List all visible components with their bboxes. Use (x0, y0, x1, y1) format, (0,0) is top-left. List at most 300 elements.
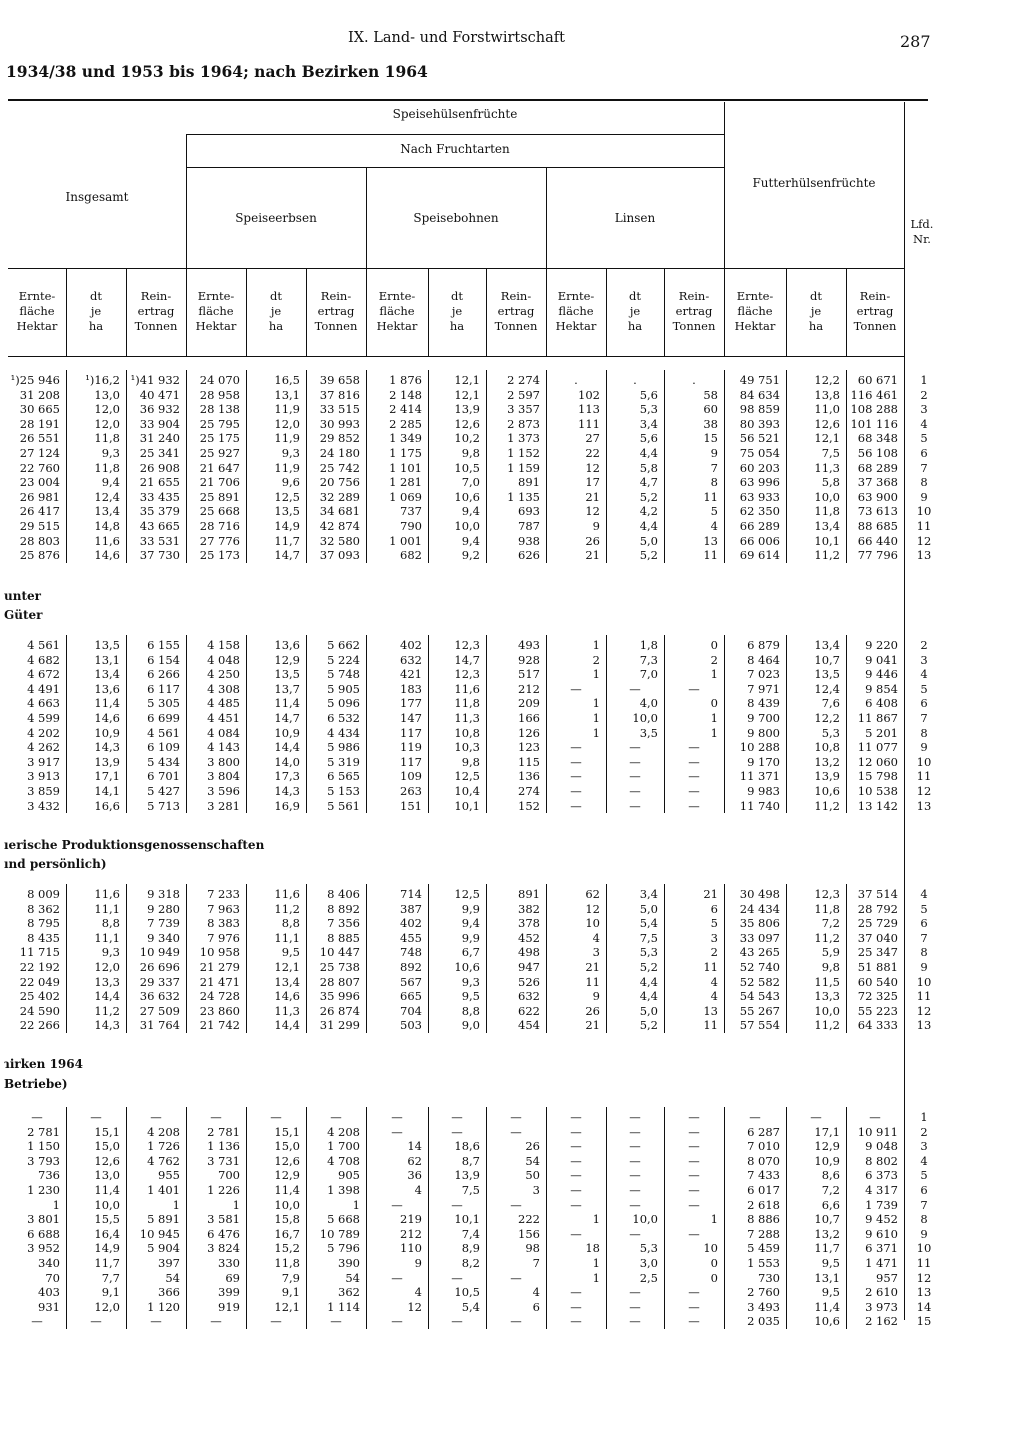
table-cell: 4 561 (27, 638, 60, 652)
table-cell: 10,7 (814, 1212, 840, 1227)
table-cell: 30 498 (739, 887, 780, 901)
table-cell: 1 (710, 1212, 718, 1227)
table-cell: 10,4 (454, 784, 480, 798)
table-cell: 12,6 (94, 1153, 120, 1168)
table-cell: — (570, 1110, 582, 1124)
table-cell: 40 471 (139, 387, 180, 402)
table-cell: 14,4 (94, 989, 120, 1004)
table-cell: 10,5 (454, 460, 480, 475)
table-cell: 22 192 (19, 960, 60, 974)
table-cell: 37 093 (319, 548, 360, 563)
table-cell: 931 (38, 1299, 60, 1314)
table-cell: 8,8 (461, 1003, 480, 1018)
table-cell: 5 891 (147, 1212, 180, 1227)
row-number: 12 (916, 784, 932, 798)
table-cell: 11,1 (94, 930, 120, 945)
row-number: 1 (920, 373, 928, 387)
table-cell: — (330, 1314, 342, 1329)
table-cell: 503 (400, 1018, 422, 1033)
table-cell: 11,9 (274, 402, 300, 417)
table-cell: 113 (578, 402, 600, 417)
rule-group-bottom (8, 268, 904, 269)
table-cell: 10,0 (814, 489, 840, 504)
table-cell: 6 688 (27, 1226, 60, 1241)
table-cell: 9,9 (461, 901, 480, 916)
table-cell: 60 (703, 402, 718, 417)
column-rule (428, 268, 429, 356)
table-cell: 5 (710, 916, 718, 931)
row-number: 8 (920, 475, 928, 490)
table-cell: 70 (45, 1270, 60, 1285)
column-header-10: dt je ha (627, 289, 643, 333)
table-cell: 33 515 (319, 402, 360, 417)
table-cell: 622 (518, 1003, 540, 1018)
table-cell: 15 798 (857, 769, 898, 784)
table-cell: 3 824 (207, 1241, 240, 1256)
table-cell: 5,3 (639, 402, 658, 417)
table-cell: 6 699 (147, 711, 180, 725)
table-cell: 30 993 (319, 416, 360, 431)
row-number: 12 (916, 1270, 932, 1285)
table-cell: 26 696 (139, 960, 180, 974)
table-cell: 9 220 (865, 638, 898, 652)
table-cell: 6 117 (147, 681, 180, 696)
table-cell: 4 672 (27, 667, 60, 682)
table-cell: 12,2 (814, 373, 840, 387)
table-cell: 1 (592, 1270, 600, 1285)
table-cell: 13,4 (274, 974, 300, 989)
table-cell: 9,6 (281, 475, 300, 490)
table-cell: 25 173 (199, 548, 240, 563)
table-cell: 4,4 (639, 989, 658, 1004)
table-cell: 13,9 (814, 769, 840, 784)
table-cell: 3 432 (27, 798, 60, 813)
table-cell: 56 521 (739, 431, 780, 446)
table-cell: 13 (703, 1003, 718, 1018)
table-cell: 4 250 (207, 667, 240, 682)
table-cell: 15,0 (94, 1139, 120, 1154)
table-cell: 12,9 (814, 1139, 840, 1154)
table-cell: 24 180 (319, 446, 360, 460)
table-cell: 1 120 (147, 1299, 180, 1314)
table-cell: 11,1 (94, 901, 120, 916)
row-number: 2 (920, 387, 928, 402)
row-number: 11 (916, 1256, 932, 1270)
table-cell: 5 201 (865, 725, 898, 740)
table-cell: 5 153 (327, 784, 360, 798)
table-cell: 25 729 (857, 916, 898, 931)
table-cell: 8 (710, 475, 718, 490)
table-cell: 399 (218, 1285, 240, 1300)
table-cell: 4 (592, 930, 600, 945)
table-cell: 7 433 (747, 1168, 780, 1183)
section-title: Güter (4, 608, 43, 622)
row-number: 5 (920, 681, 928, 696)
table-cell: 13,0 (94, 387, 120, 402)
table-cell: 39 658 (319, 373, 360, 387)
table-cell: 8,6 (821, 1168, 840, 1183)
table-cell: 43 665 (139, 519, 180, 533)
table-cell: 3 (592, 945, 600, 960)
table-cell: 12,0 (94, 960, 120, 974)
table-cell: 31 764 (139, 1018, 180, 1033)
table-cell: — (629, 1110, 641, 1124)
table-cell: 5,8 (639, 460, 658, 475)
table-cell: 12 (585, 901, 600, 916)
table-cell: 11 (703, 1018, 718, 1033)
row-number: 13 (916, 798, 932, 813)
table-cell: 25 876 (19, 548, 60, 563)
table-cell: 5,4 (461, 1299, 480, 1314)
table-cell: 42 874 (319, 519, 360, 533)
table-cell: 28 807 (319, 974, 360, 989)
table-cell: 5,4 (639, 916, 658, 931)
table-cell: 37 514 (857, 887, 898, 901)
table-cell: 50 (525, 1168, 540, 1183)
table-cell: 5 986 (327, 740, 360, 755)
table-cell: — (150, 1110, 162, 1124)
table-cell: 10,6 (454, 960, 480, 974)
table-cell: 9 (710, 446, 718, 460)
table-cell: — (629, 1153, 641, 1168)
table-cell: 13,2 (814, 1226, 840, 1241)
table-cell: 14,7 (274, 548, 300, 563)
table-cell: — (688, 740, 700, 755)
table-cell: 63 900 (857, 489, 898, 504)
table-cell: 10,8 (814, 740, 840, 755)
table-cell: 43 265 (739, 945, 780, 960)
table-cell: 13,3 (814, 989, 840, 1004)
table-cell: 11,2 (274, 901, 300, 916)
table-cell: 6 532 (327, 711, 360, 725)
table-cell: 12,0 (94, 416, 120, 431)
table-cell: 2 610 (865, 1285, 898, 1300)
table-cell: 1 (710, 711, 718, 725)
table-cell: — (570, 1168, 582, 1183)
table-cell: 8,9 (461, 1241, 480, 1256)
column-header-6: Ernte- fläche Hektar (376, 289, 418, 333)
table-cell: 2 274 (507, 373, 540, 387)
table-cell: — (510, 1124, 522, 1139)
table-cell: 11,2 (94, 1003, 120, 1018)
table-cell: 108 288 (850, 402, 898, 417)
table-cell: 10,9 (274, 725, 300, 740)
table-cell: 29 515 (19, 519, 60, 533)
table-cell: 55 267 (739, 1003, 780, 1018)
table-cell: 11,2 (814, 798, 840, 813)
table-cell: 11,7 (94, 1256, 120, 1270)
table-cell: — (629, 1197, 641, 1212)
table-cell: 1 (710, 667, 718, 682)
table-cell: 1 150 (27, 1139, 60, 1154)
table-cell: 6 109 (147, 740, 180, 755)
table-cell: 10,0 (94, 1197, 120, 1212)
table-cell: 736 (38, 1168, 60, 1183)
table-cell: 12,9 (274, 1168, 300, 1183)
table-cell: 4 434 (327, 725, 360, 740)
table-cell: 62 350 (739, 504, 780, 519)
table-cell: 14,4 (274, 1018, 300, 1033)
table-cell: — (629, 1139, 641, 1154)
table-cell: 11 (585, 974, 600, 989)
table-cell: 35 806 (739, 916, 780, 931)
table-cell: 11,8 (94, 431, 120, 446)
table-cell: — (391, 1197, 403, 1212)
table-cell: 1 373 (507, 431, 540, 446)
column-header-1: dt je ha (88, 289, 104, 333)
table-cell: 13,6 (274, 638, 300, 652)
table-cell: 4 158 (207, 638, 240, 652)
table-cell: 36 932 (139, 402, 180, 417)
table-cell: 13,1 (274, 387, 300, 402)
table-cell: 5 459 (747, 1241, 780, 1256)
table-cell: 27 509 (139, 1003, 180, 1018)
row-number: 13 (916, 1018, 932, 1033)
table-cell: 2 873 (507, 416, 540, 431)
table-cell: 682 (400, 548, 422, 563)
table-cell: 9,3 (101, 446, 120, 460)
table-cell: 68 348 (857, 431, 898, 446)
row-number: 10 (916, 1241, 932, 1256)
table-cell: 8 439 (747, 696, 780, 711)
table-cell: 4,2 (639, 504, 658, 519)
table-cell: 17,1 (814, 1124, 840, 1139)
row-number: 2 (920, 1124, 928, 1139)
table-cell: 13,5 (274, 504, 300, 519)
table-cell: 3 800 (207, 754, 240, 769)
table-cell: 0 (710, 696, 718, 711)
table-cell: 12,1 (274, 1299, 300, 1314)
table-cell: — (629, 798, 641, 813)
table-cell: 9 340 (147, 930, 180, 945)
row-number: 8 (920, 725, 928, 740)
table-cell: 22 266 (19, 1018, 60, 1033)
table-cell: 4 (414, 1183, 422, 1197)
table-cell: 4,0 (639, 696, 658, 711)
table-cell: 1 (592, 1256, 600, 1270)
table-cell: 3 859 (27, 784, 60, 798)
table-cell: 28 138 (199, 402, 240, 417)
table-cell: 13,4 (814, 638, 840, 652)
table-cell: — (391, 1270, 403, 1285)
table-cell: 3,0 (639, 1256, 658, 1270)
table-cell: 28 958 (199, 387, 240, 402)
table-cell: 37 368 (857, 475, 898, 490)
top-rule (8, 99, 928, 101)
table-cell: 26 (585, 533, 600, 548)
rule-header-bottom (8, 356, 904, 357)
table-cell: 13,4 (94, 667, 120, 682)
table-cell: 12,6 (814, 416, 840, 431)
table-cell: 15,0 (274, 1139, 300, 1154)
table-cell: 787 (518, 519, 540, 533)
table-cell: 9,8 (461, 446, 480, 460)
table-cell: 665 (400, 989, 422, 1004)
table-subtitle: 1934/38 und 1953 bis 1964; nach Bezirken 1964 (6, 62, 428, 81)
table-cell: 9 (592, 989, 600, 1004)
table-cell: 1 152 (507, 446, 540, 460)
table-cell: 6 879 (747, 638, 780, 652)
table-cell: 9,4 (101, 475, 120, 490)
table-cell: 13,7 (274, 681, 300, 696)
table-cell: 9,3 (101, 945, 120, 960)
table-cell: 21 471 (199, 974, 240, 989)
table-cell: 3 804 (207, 769, 240, 784)
table-cell: 1 (592, 696, 600, 711)
row-number: 8 (920, 1212, 928, 1227)
table-cell: — (570, 1226, 582, 1241)
table-cell: — (749, 1110, 761, 1124)
table-cell: 12 (585, 460, 600, 475)
table-cell: — (688, 1153, 700, 1168)
table-cell: 9 854 (865, 681, 898, 696)
table-cell: 27 (585, 431, 600, 446)
table-cell: 219 (400, 1212, 422, 1227)
table-cell: 362 (338, 1285, 360, 1300)
table-cell: 88 685 (857, 519, 898, 533)
table-cell: — (629, 1183, 641, 1197)
table-cell: — (688, 1285, 700, 1300)
row-number: 15 (916, 1314, 932, 1329)
table-cell: 10 945 (139, 1226, 180, 1241)
table-cell: 9 (414, 1256, 422, 1270)
table-cell: 11 077 (857, 740, 898, 755)
table-cell: 25 742 (319, 460, 360, 475)
table-cell: 11 (703, 960, 718, 974)
table-cell: 212 (400, 1226, 422, 1241)
table-cell: 10 538 (857, 784, 898, 798)
table-cell: — (570, 798, 582, 813)
table-cell: 27 124 (19, 446, 60, 460)
table-cell: 4 485 (207, 696, 240, 711)
table-cell: 790 (400, 519, 422, 533)
table-cell: 34 681 (319, 504, 360, 519)
table-cell: 12 (407, 1299, 422, 1314)
group-header-speisebohnen: Speisebohnen (413, 211, 499, 225)
table-cell: 56 108 (857, 446, 898, 460)
row-number: 13 (916, 548, 932, 563)
table-cell: 567 (400, 974, 422, 989)
table-cell: 32 289 (319, 489, 360, 504)
column-header-13: dt je ha (808, 289, 824, 333)
table-cell: 25 402 (19, 989, 60, 1004)
table-cell: 14,3 (94, 740, 120, 755)
table-cell: 11,5 (814, 974, 840, 989)
table-cell: 8 383 (207, 916, 240, 931)
table-cell: 2 035 (747, 1314, 780, 1329)
table-cell: 15,2 (274, 1241, 300, 1256)
table-cell: 5 434 (147, 754, 180, 769)
table-cell: 0 (710, 1256, 718, 1270)
table-cell: 31 240 (139, 431, 180, 446)
table-cell: 72 325 (857, 989, 898, 1004)
table-cell: 9 041 (865, 652, 898, 667)
column-rule (486, 268, 487, 356)
table-cell: 18,6 (454, 1139, 480, 1154)
table-cell: — (391, 1124, 403, 1139)
table-cell: 3 793 (27, 1153, 60, 1168)
table-cell: ¹)41 932 (130, 373, 180, 387)
table-cell: 126 (518, 725, 540, 740)
row-number: 11 (916, 989, 932, 1004)
row-number: 10 (916, 974, 932, 989)
table-cell: 11,4 (94, 696, 120, 711)
table-cell: 25 927 (199, 446, 240, 460)
table-cell: — (688, 754, 700, 769)
table-cell: 152 (518, 798, 540, 813)
table-cell: 8 802 (865, 1153, 898, 1168)
table-cell: 7,5 (461, 1183, 480, 1197)
table-cell: 5 427 (147, 784, 180, 798)
table-cell: 10,8 (454, 725, 480, 740)
table-cell: 15 (703, 431, 718, 446)
table-cell: 14,7 (454, 652, 480, 667)
table-cell: — (688, 1183, 700, 1197)
table-cell: 12,5 (454, 769, 480, 784)
table-cell: 25 891 (199, 489, 240, 504)
table-cell: 14,1 (94, 784, 120, 798)
table-cell: 2 (710, 652, 718, 667)
table-cell: — (688, 1168, 700, 1183)
table-cell: 14,8 (94, 519, 120, 533)
row-number: 8 (920, 945, 928, 960)
table-cell: 9,9 (461, 930, 480, 945)
table-cell: 9,8 (461, 754, 480, 769)
table-cell: 12 (585, 504, 600, 519)
table-cell: 3,5 (639, 725, 658, 740)
table-cell: 1 136 (207, 1139, 240, 1154)
group-header-speisehuelsen: Speisehülsenfrüchte (392, 107, 518, 121)
table-cell: 8 892 (327, 901, 360, 916)
table-cell: 13,0 (94, 1168, 120, 1183)
table-cell: 13,9 (94, 754, 120, 769)
table-cell: 12,9 (274, 652, 300, 667)
table-cell: 737 (400, 504, 422, 519)
column-header-5: Rein- ertrag Tonnen (314, 289, 358, 333)
table-cell: 5,6 (639, 387, 658, 402)
table-cell: 366 (158, 1285, 180, 1300)
table-cell: 10,6 (454, 489, 480, 504)
table-cell: — (570, 1314, 582, 1329)
table-cell: 60 540 (857, 974, 898, 989)
row-number: 7 (920, 1197, 928, 1212)
table-cell: 49 751 (739, 373, 780, 387)
table-cell: 5 662 (327, 638, 360, 652)
row-number: 4 (920, 416, 928, 431)
table-cell: 10,0 (274, 1197, 300, 1212)
table-cell: 9 280 (147, 901, 180, 916)
table-cell: 28 716 (199, 519, 240, 533)
table-cell: 9,5 (821, 1256, 840, 1270)
table-cell: 1 230 (27, 1183, 60, 1197)
table-cell: 54 543 (739, 989, 780, 1004)
row-number: 11 (916, 519, 932, 533)
table-cell: 9 170 (747, 754, 780, 769)
table-cell: 7,2 (821, 1183, 840, 1197)
table-cell: 4 682 (27, 652, 60, 667)
table-cell: 64 333 (857, 1018, 898, 1033)
table-cell: 4 317 (865, 1183, 898, 1197)
table-cell: 330 (218, 1256, 240, 1270)
column-rule (366, 268, 367, 356)
table-cell: 11,4 (814, 1299, 840, 1314)
table-cell: 957 (876, 1270, 898, 1285)
table-cell: 4 208 (147, 1124, 180, 1139)
table-cell: 4,7 (639, 475, 658, 490)
table-cell: 10,1 (454, 1212, 480, 1227)
row-number: 9 (920, 740, 928, 755)
table-cell: — (688, 798, 700, 813)
